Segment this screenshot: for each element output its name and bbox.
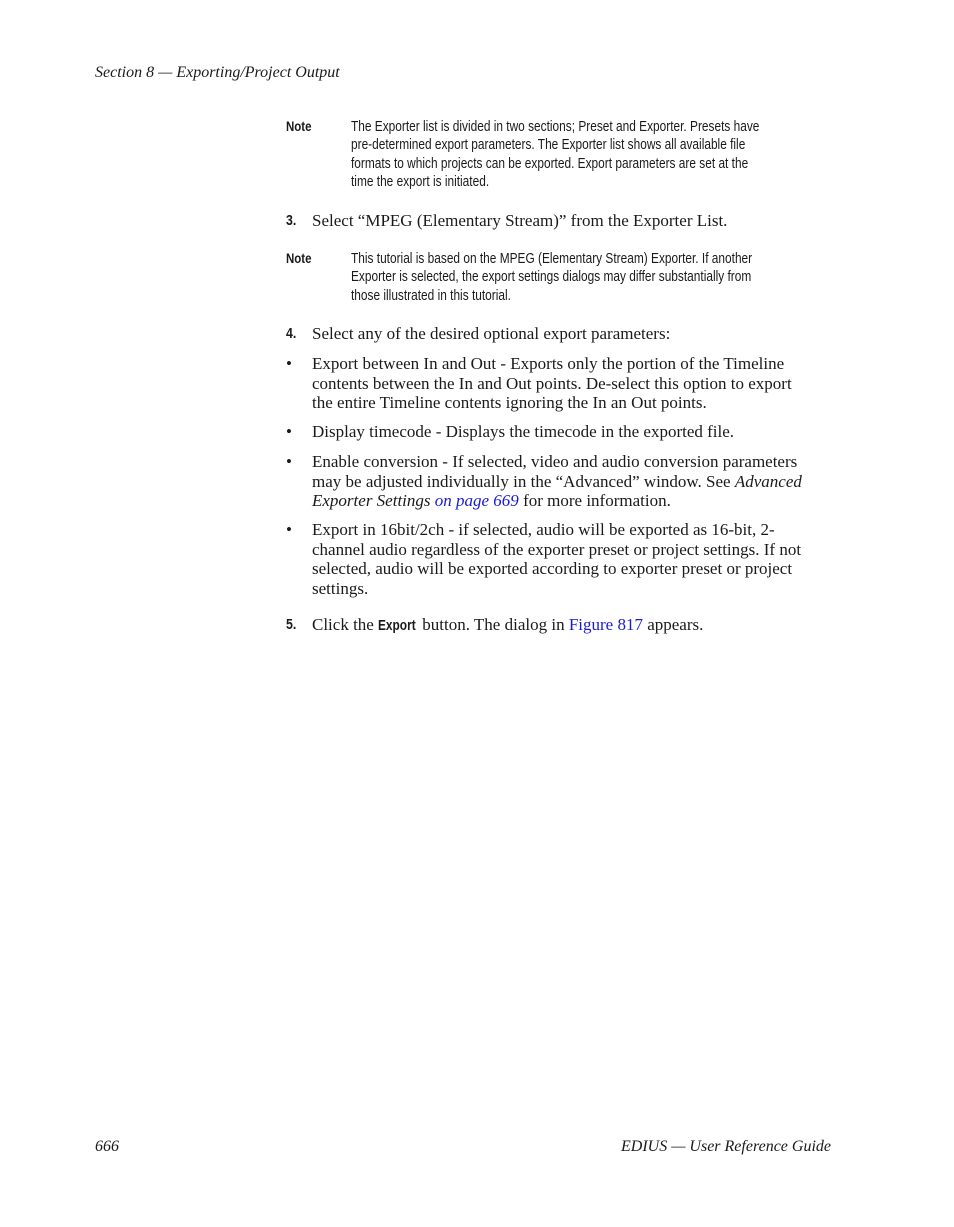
step-number: 5. [286, 617, 297, 633]
bullet-line [312, 491, 831, 511]
note-line: Exporter is selected, the export settings dialogs may differ substantially from [351, 269, 752, 286]
bullet-dot: • [286, 520, 292, 539]
bullet-dot: • [286, 422, 292, 441]
step-number: 4. [286, 326, 297, 342]
note-line: This tutorial is based on the MPEG (Elementary Stream) Exporter. If another [351, 251, 753, 267]
bullet-line: the entire Timeline contents ignoring the In an Out points. [312, 393, 707, 413]
bullet-line: settings. [312, 578, 369, 598]
note-label: Note [286, 118, 312, 134]
bullet-line: contents between the In and Out points. De-select this option to export [312, 373, 792, 393]
page-669-link[interactable]: on page 669 [434, 491, 519, 511]
bullet-line-text: for more information. [518, 491, 671, 511]
step-text-part: button. The dialog in [418, 615, 569, 634]
bullet-dot: • [286, 452, 292, 471]
step-number: 3. [286, 213, 297, 229]
note-line: pre-determined export parameters. The Exporter list shows all available file [351, 137, 746, 154]
bullet-text [312, 354, 831, 413]
bullet-line: Enable conversion - If selected, video and audio conversion parameters [312, 452, 798, 471]
step-text: Select any of the desired optional export parameters: [312, 324, 671, 343]
running-head: Section 8 — Exporting/Project Output [95, 64, 340, 81]
page-number: 666 [95, 1138, 119, 1155]
bullet-line: selected, audio will be exported according to exporter preset or project [312, 559, 793, 579]
note-line: The Exporter list is divided in two sections; Preset and Exporter. Presets have [351, 119, 760, 135]
bullet-text: Display timecode - Displays the timecode in the exported file. [312, 422, 735, 441]
step-text [312, 615, 831, 637]
bullet-line [312, 472, 831, 492]
bullet-line-text: may be adjusted individually in the “Advanced” window. See [312, 471, 735, 491]
step-text-part: appears. [642, 615, 704, 634]
note-line: formats to which projects can be exported. Export parameters are set at the [351, 155, 749, 172]
bullet-text [312, 452, 831, 511]
note-line: time the export is initiated. [351, 173, 490, 190]
figure-817-link[interactable]: Figure 817 [568, 615, 643, 634]
bullet-line: Export in 16bit/2ch - if selected, audio will be exported as 16-bit, 2- [312, 520, 775, 539]
note-line: those illustrated in this tutorial. [351, 287, 511, 304]
step-text: Select “MPEG (Elementary Stream)” from the Exporter List. [312, 211, 728, 230]
note-text [351, 250, 810, 305]
xref-title: Advanced [734, 471, 802, 491]
xref-title: Exporter Settings [312, 491, 431, 511]
bullet-line: channel audio regardless of the exporter preset or project settings. If not [312, 539, 802, 559]
bullet-text [312, 520, 831, 598]
note-text [351, 118, 810, 191]
step-text-part: Click the [312, 615, 379, 634]
export-ui-term: Export [378, 618, 416, 634]
note-label: Note [286, 250, 312, 266]
bullet-line: Export between In and Out - Exports only the portion of the Timeline [312, 354, 785, 373]
guide-title: EDIUS — User Reference Guide [620, 1138, 831, 1155]
bullet-dot: • [286, 354, 292, 373]
